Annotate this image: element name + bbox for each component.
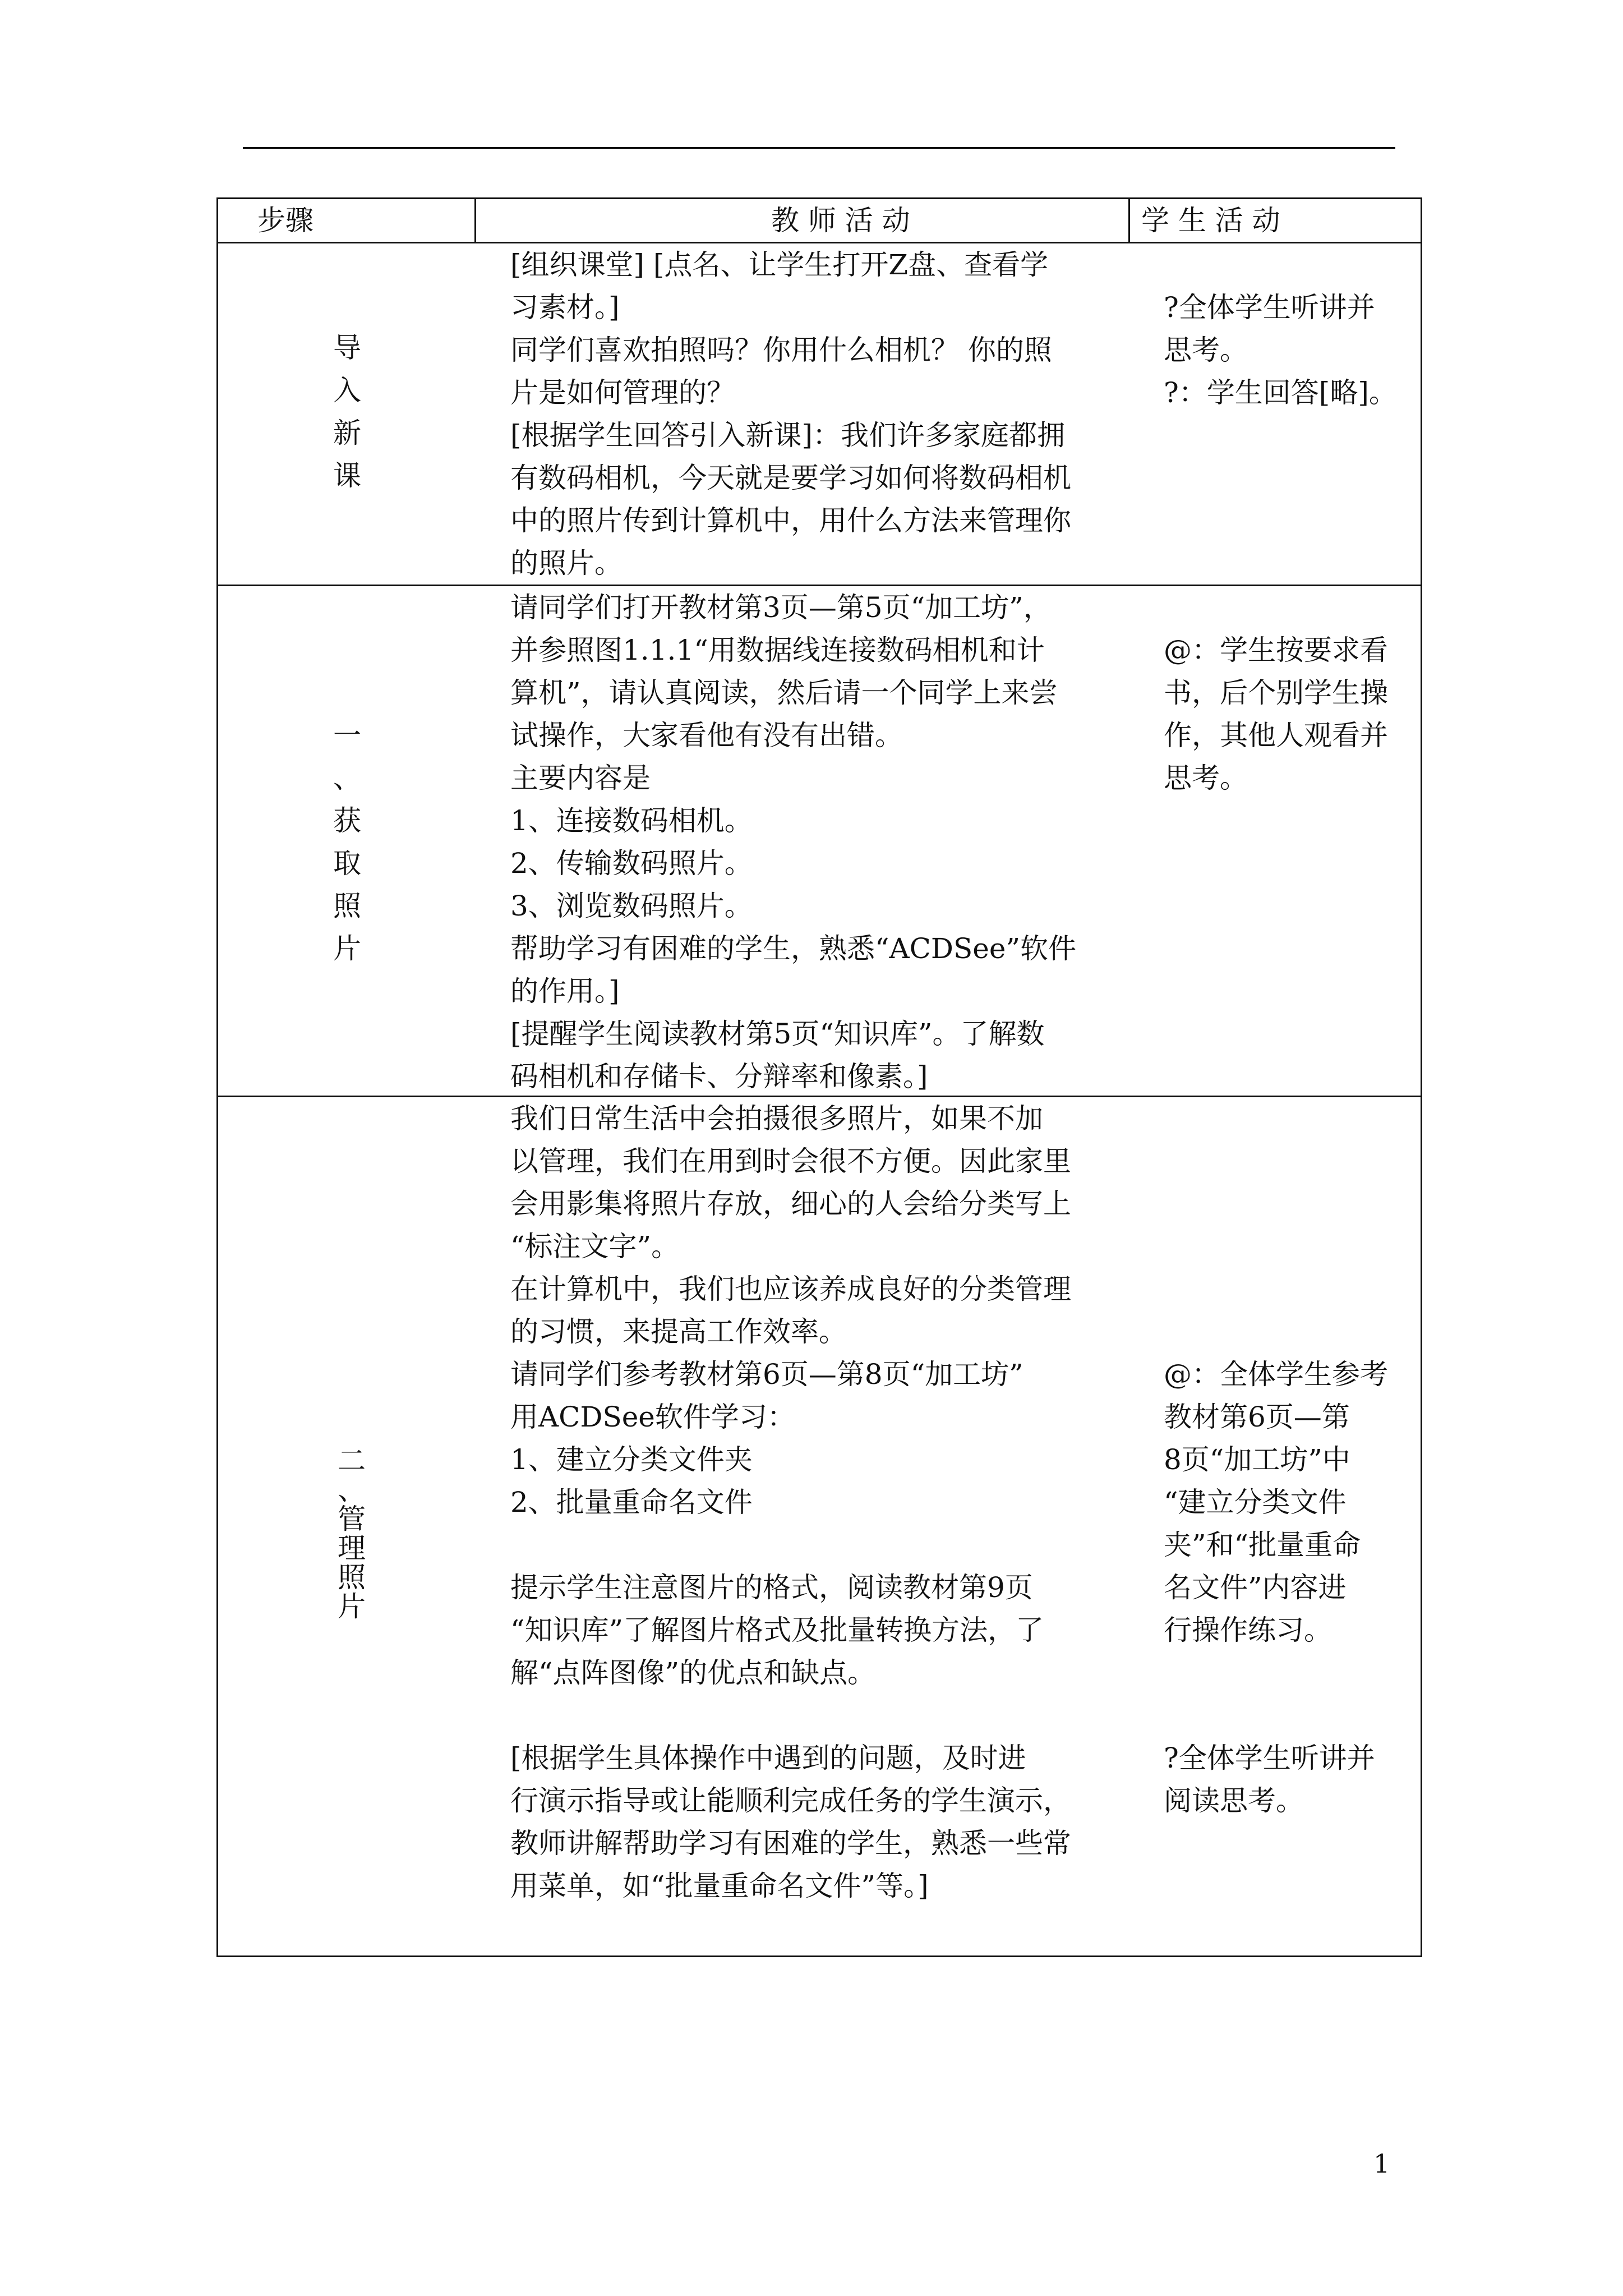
header-student: 学 生 活 动	[1129, 199, 1422, 243]
student-activity-manage-photos: @：全体学生参考 教材第6页—第 8页“加工坊”中 “建立分类文件 夹”和“批量重命 名文件”内容进 行操作练习。	[1164, 1358, 1388, 1646]
teacher-activity-manage-photos: 我们日常生活中会拍摄很多照片，如果不加 以管理，我们在用到时会很不方便。因此家里 会用影集将照片存放，细心的人会给分类写上 “标注文字”。 在计算机中，我们也应该养成良好的分类管理 的习惯，来提高工作效率。 请同学们参考教材第6页—第8页“加工坊” 用ACDSee软件学习： 1、建立分类文件夹 2、批量重命名文件 提示学生注意图片的格式，阅读教材第9页 “知识库”了解图片格式及批量转换方法，了 解“点阵图像”的优点和缺点。 [根据学生具体操作中遇到的问题，及时进 行演示指导或让能顺利完成任务的学生演示， 教师讲解帮助学习有困难的学生，熟悉一些常 用菜单，如“批量重命名文件”等。]	[510, 1102, 1071, 1902]
student-activity-intro: ?全体学生听讲并 思考。 ?：学生回答[略]。	[1164, 291, 1397, 409]
step-label-intro: 导 入 新 课	[333, 332, 361, 492]
header-rule	[243, 147, 1395, 149]
table-row-intro	[218, 243, 1422, 586]
student-activity-manage-photos-2: ?全体学生听讲并 阅读思考。	[1164, 1742, 1375, 1817]
teacher-activity-intro: [组织课堂] [点名、让学生打开Z盘、查看学 习素材。] 同学们喜欢拍照吗？你用什么相机？ 你的照 片是如何管理的？ [根据学生回答引入新课]：我们许多家庭都拥 有数码相机，今天就是要学习如何将数码相机 中的照片传到计算机中，用什么方法来管理你 的照片。	[510, 249, 1071, 579]
table-header-row	[218, 199, 1422, 243]
table-row-get-photos	[218, 586, 1422, 1097]
step-label-get-photos: 一 、 获 取 照 片	[333, 719, 361, 965]
header-step: 步骤	[218, 199, 476, 243]
table-row-manage-photos	[218, 1097, 1422, 1957]
header-teacher: 教 师 活 动	[476, 199, 1129, 243]
teacher-activity-get-photos: 请同学们打开教材第3页—第5页“加工坊”， 并参照图1.1.1“用数据线连接数码相机和计 算机”，请认真阅读，然后请一个同学上来尝 试操作，大家看他有没有出错。 主要内容是 1、连接数码相机。 2、传输数码照片。 3、浏览数码照片。 帮助学习有困难的学生，熟悉“ACDSee”软件 的作用。] [提醒学生阅读教材第5页“知识库”。了解数 码相机和存储卡、分辩率和像素。]	[510, 591, 1077, 1093]
step-label-manage-photos: 二 、 管 理 照 片	[338, 1444, 366, 1623]
page-number: 1	[1373, 2148, 1390, 2179]
lesson-plan-table	[216, 197, 1422, 1957]
student-activity-get-photos: @：学生按要求看 书，后个别学生操 作，其他人观看并 思考。	[1164, 634, 1388, 794]
